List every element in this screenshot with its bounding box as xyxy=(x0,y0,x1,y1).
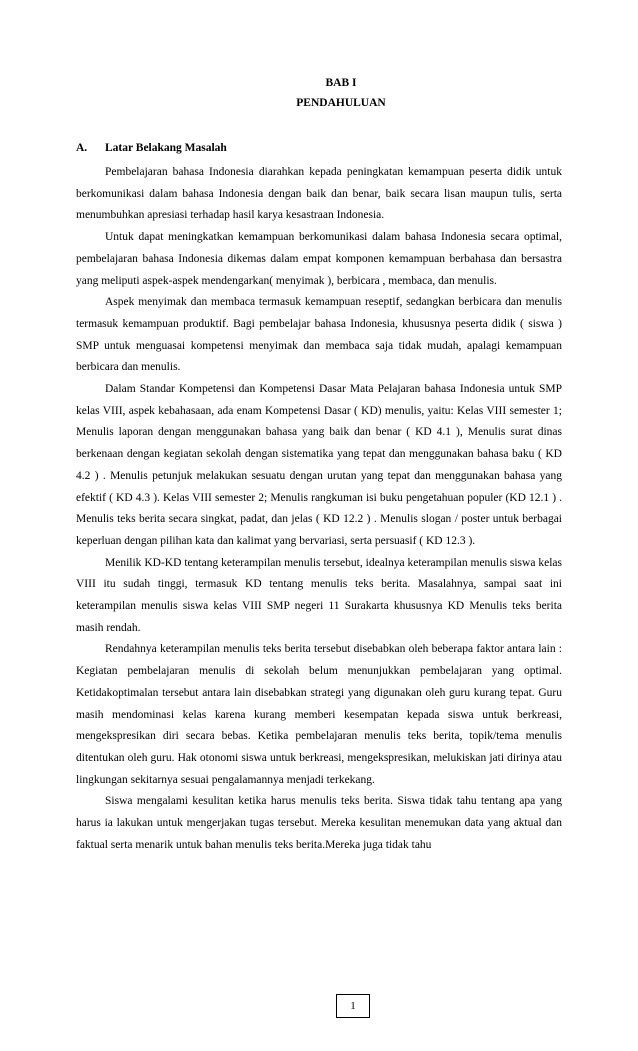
chapter-heading: BAB I xyxy=(325,77,357,89)
paragraph: Siswa mengalami kesulitan ketika harus menulis teks berita. Siswa tidak tahu tentang apa yang harus ia lakukan untuk mengerjakan tugas tersebut. Mereka kesulitan menemukan data yang aktual dan faktual serta menarik untuk bahan menulis teks berita.Mereka juga tidak tahu xyxy=(76,795,562,851)
chapter-title: PENDAHULUAN xyxy=(296,97,386,109)
page-number: 1 xyxy=(336,994,370,1018)
paragraph: Rendahnya keterampilan menulis teks berita tersebut disebabkan oleh beberapa faktor antara lain : Kegiatan pembelajaran menulis di sekolah belum menunjukkan pembelajaran yang optimal. Ketidakoptimalan tersebut antara lain disebabkan strategi yang digunakan oleh guru kurang tepat. Guru masih mendominasi kelas karena kurang memberi kesempatan kepada siswa untuk berkreasi, mengekspresikan diri secara bebas. Ketika pembelajaran menulis teks berita, topik/tema menulis ditentukan oleh guru. Hak otonomi siswa untuk berkreasi, mengekspresikan, melukiskan jati dirinya atau lingkungan sekitarnya sesuai pengalamannya menjadi terkekang. xyxy=(76,643,562,786)
section-number: A. xyxy=(76,142,88,154)
paragraph: Untuk dapat meningkatkan kemampuan berkomunikasi dalam bahasa Indonesia secara optimal, pembelajaran bahasa Indonesia dikemas dalam empat komponen kemampuan berbahasa dan bersastra yang meliputi aspek-aspek mendengarkan( menyimak ), berbicara , membaca, dan menulis. xyxy=(76,231,562,287)
paragraph: Pembelajaran bahasa Indonesia diarahkan kepada peningkatan kemampuan peserta didik untuk berkomunikasi dalam bahasa Indonesia dengan baik dan benar, baik secara lisan maupun tulis, serta menumbuhkan apresiasi terhadap hasil karya kesastraan Indonesia. xyxy=(76,166,562,222)
body-text xyxy=(76,162,562,857)
section-heading xyxy=(76,142,227,154)
paragraph: Menilik KD-KD tentang keterampilan menulis tersebut, idealnya keterampilan menulis siswa kelas VIII itu sudah tinggi, termasuk KD tentang menulis teks berita. Masalahnya, sampai saat ini keterampilan menulis siswa kelas VIII SMP negeri 11 Surakarta khususnya KD Menulis teks berita masih rendah. xyxy=(76,556,562,634)
paragraph: Aspek menyimak dan membaca termasuk kemampuan reseptif, sedangkan berbicara dan menulis termasuk kemampuan produktif. Bagi pembelajar bahasa Indonesia, khususnya peserta didik ( siswa ) SMP untuk menguasai kompetensi menyimak dan membaca saja tidak mudah, apalagi kemampuan berbicara dan menulis. xyxy=(76,296,562,374)
paragraph: Dalam Standar Kompetensi dan Kompetensi Dasar Mata Pelajaran bahasa Indonesia untuk SMP kelas VIII, aspek kebahasaan, ada enam Kompetensi Dasar ( KD) menulis, yaitu: Kelas VIII semester 1; Menulis laporan dengan menggunakan bahasa yang baik dan benar ( KD 4.1 ), Menulis surat dinas berkenaan dengan kegiatan sekolah dengan sistematika yang tepat dan menggunakan bahasa baku ( KD 4.2 ) . Menulis petunjuk melakukan sesuatu dengan urutan yang tepat dan menggunakan bahasa yang efektif ( KD 4.3 ). Kelas VIII semester 2; Menulis rangkuman isi buku pengetahuan populer (KD 12.1 ) . Menulis teks berita secara singkat, padat, dan jelas ( KD 12.2 ) . Menulis slogan / poster untuk berbagai keperluan dengan pilihan kata dan kalimat yang bervariasi, serta persuasif ( KD 12.3 ). xyxy=(76,383,562,547)
section-title: Latar Belakang Masalah xyxy=(105,142,227,154)
